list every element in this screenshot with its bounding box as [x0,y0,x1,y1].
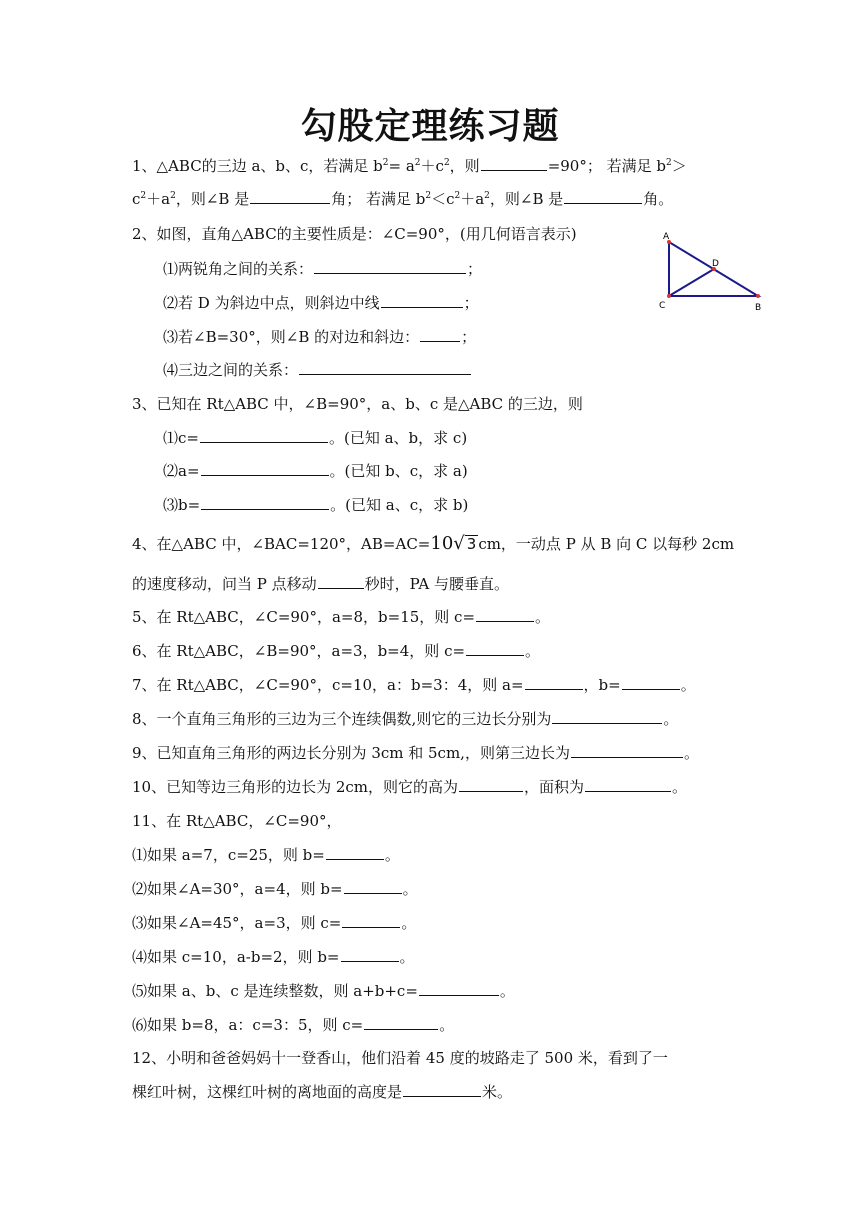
answer-blank[interactable] [326,844,384,860]
label-a: A [663,232,670,242]
sqrt-sign: √ [453,533,465,554]
answer-blank[interactable] [459,776,523,792]
question-1-line-1: 1、△ABC的三边 a、b、c，若满足 $b^2= a^2+c^2$，则 =90°； 若满足 $b^2>$ [132,157,687,175]
answer-blank[interactable] [552,708,662,724]
question-6: 6、在 Rt△ABC，∠B=90°，a=3，b=4，则 c= 。 [132,642,541,660]
answer-blank[interactable] [314,258,466,274]
answer-blank[interactable] [476,606,534,622]
answer-blank[interactable] [201,460,329,476]
answer-blank[interactable] [250,188,330,204]
question-12-line-1: 12、小明和爸爸妈妈十一登香山，他们沿着 45 度的坡路走了 500 米，看到了一 [132,1049,668,1067]
answer-blank[interactable] [200,427,328,443]
answer-blank[interactable] [299,359,471,375]
label-c: C [659,301,666,311]
answer-blank[interactable] [585,776,671,792]
question-9: 9、已知直角三角形的两边长分别为 3cm 和 5cm,，则第三边长为 。 [132,744,699,762]
triangle-diagram [656,230,772,314]
answer-blank[interactable] [564,188,642,204]
answer-blank[interactable] [403,1081,481,1097]
answer-blank[interactable] [622,674,680,690]
question-11-stem: 11、在 Rt△ABC，∠C=90°， [132,812,342,830]
question-11-sub-2: ⑵如果∠A=30°，a=4，则 b= 。 [132,880,418,898]
question-10: 10、已知等边三角形的边长为 2cm，则它的高为 ，面积为 。 [132,778,688,796]
answer-blank[interactable] [420,326,460,342]
question-8: 8、一个直角三角形的三边为三个连续偶数,则它的三边长分别为 。 [132,710,679,728]
question-3-sub-2: ⑵a= 。(已知 b、c，求 a) [163,462,468,480]
answer-blank[interactable] [318,573,364,589]
answer-blank[interactable] [364,1014,438,1030]
answer-blank[interactable] [466,640,524,656]
answer-blank[interactable] [525,674,583,690]
answer-blank[interactable] [381,292,463,308]
question-2-sub-2: ⑵若 D 为斜边中点，则斜边中线 ； [163,294,479,312]
question-2-stem: 2、如图，直角△ABC的主要性质是：∠C=90°，(用几何语言表示) [132,225,577,243]
label-b: B [755,303,762,313]
point-b [756,294,760,298]
answer-blank[interactable] [344,878,402,894]
median-cd [669,269,714,296]
question-2-sub-1: ⑴两锐角之间的关系： ； [163,260,483,278]
question-3-sub-1: ⑴c= 。(已知 a、b，求 c) [163,429,468,447]
answer-blank[interactable] [571,742,683,758]
question-3-stem: 3、已知在 Rt△ABC 中，∠B=90°，a、b、c 是△ABC 的三边，则 [132,395,583,413]
question-7: 7、在 Rt△ABC，∠C=90°，c=10，a：b=3：4，则 a= ，b= 。 [132,676,696,694]
answer-blank[interactable] [341,946,399,962]
question-11-sub-3: ⑶如果∠A=45°，a=3，则 c= 。 [132,914,417,932]
question-2-sub-3: ⑶若∠B=30°，则∠B 的对边和斜边： ； [163,328,477,346]
page-title: 勾股定理练习题 [300,105,560,147]
question-11-sub-5: ⑸如果 a、b、c 是连续整数，则 a+b+c= 。 [132,982,515,1000]
question-11-sub-4: ⑷如果 c=10，a-b=2，则 b= 。 [132,948,415,966]
question-11-sub-6: ⑹如果 b=8，a：c=3：5，则 c= 。 [132,1016,455,1034]
point-c [667,294,671,298]
question-2-sub-4: ⑷三边之间的关系： [163,359,472,381]
question-12-line-2: 棵红叶树，这棵红叶树的离地面的高度是 米。 [132,1083,513,1101]
question-11-sub-1: ⑴如果 a=7，c=25，则 b= 。 [132,846,400,864]
question-4-line-2: 的速度移动，问当 P 点移动 秒时，PA 与腰垂直。 [132,575,509,593]
question-4-line-1: 4、在△ABC 中，∠BAC=120°，AB=AC=10√ 3 cm，一动点 P 从 B 向 C 以每秒 2cm [132,533,735,554]
label-d: D [712,259,719,269]
answer-blank[interactable] [419,980,499,996]
answer-blank[interactable] [201,494,329,510]
question-1-line-2: $c^2+a^2$，则∠B 是 角； 若满足 $b^2<c^2+a^2$，则∠B 是 角。 [132,190,674,208]
question-5: 5、在 Rt△ABC，∠C=90°，a=8，b=15，则 c= 。 [132,608,551,626]
question-3-sub-3: ⑶b= 。(已知 a、c，求 b) [163,496,469,514]
answer-blank[interactable] [342,912,400,928]
answer-blank[interactable] [481,155,547,171]
